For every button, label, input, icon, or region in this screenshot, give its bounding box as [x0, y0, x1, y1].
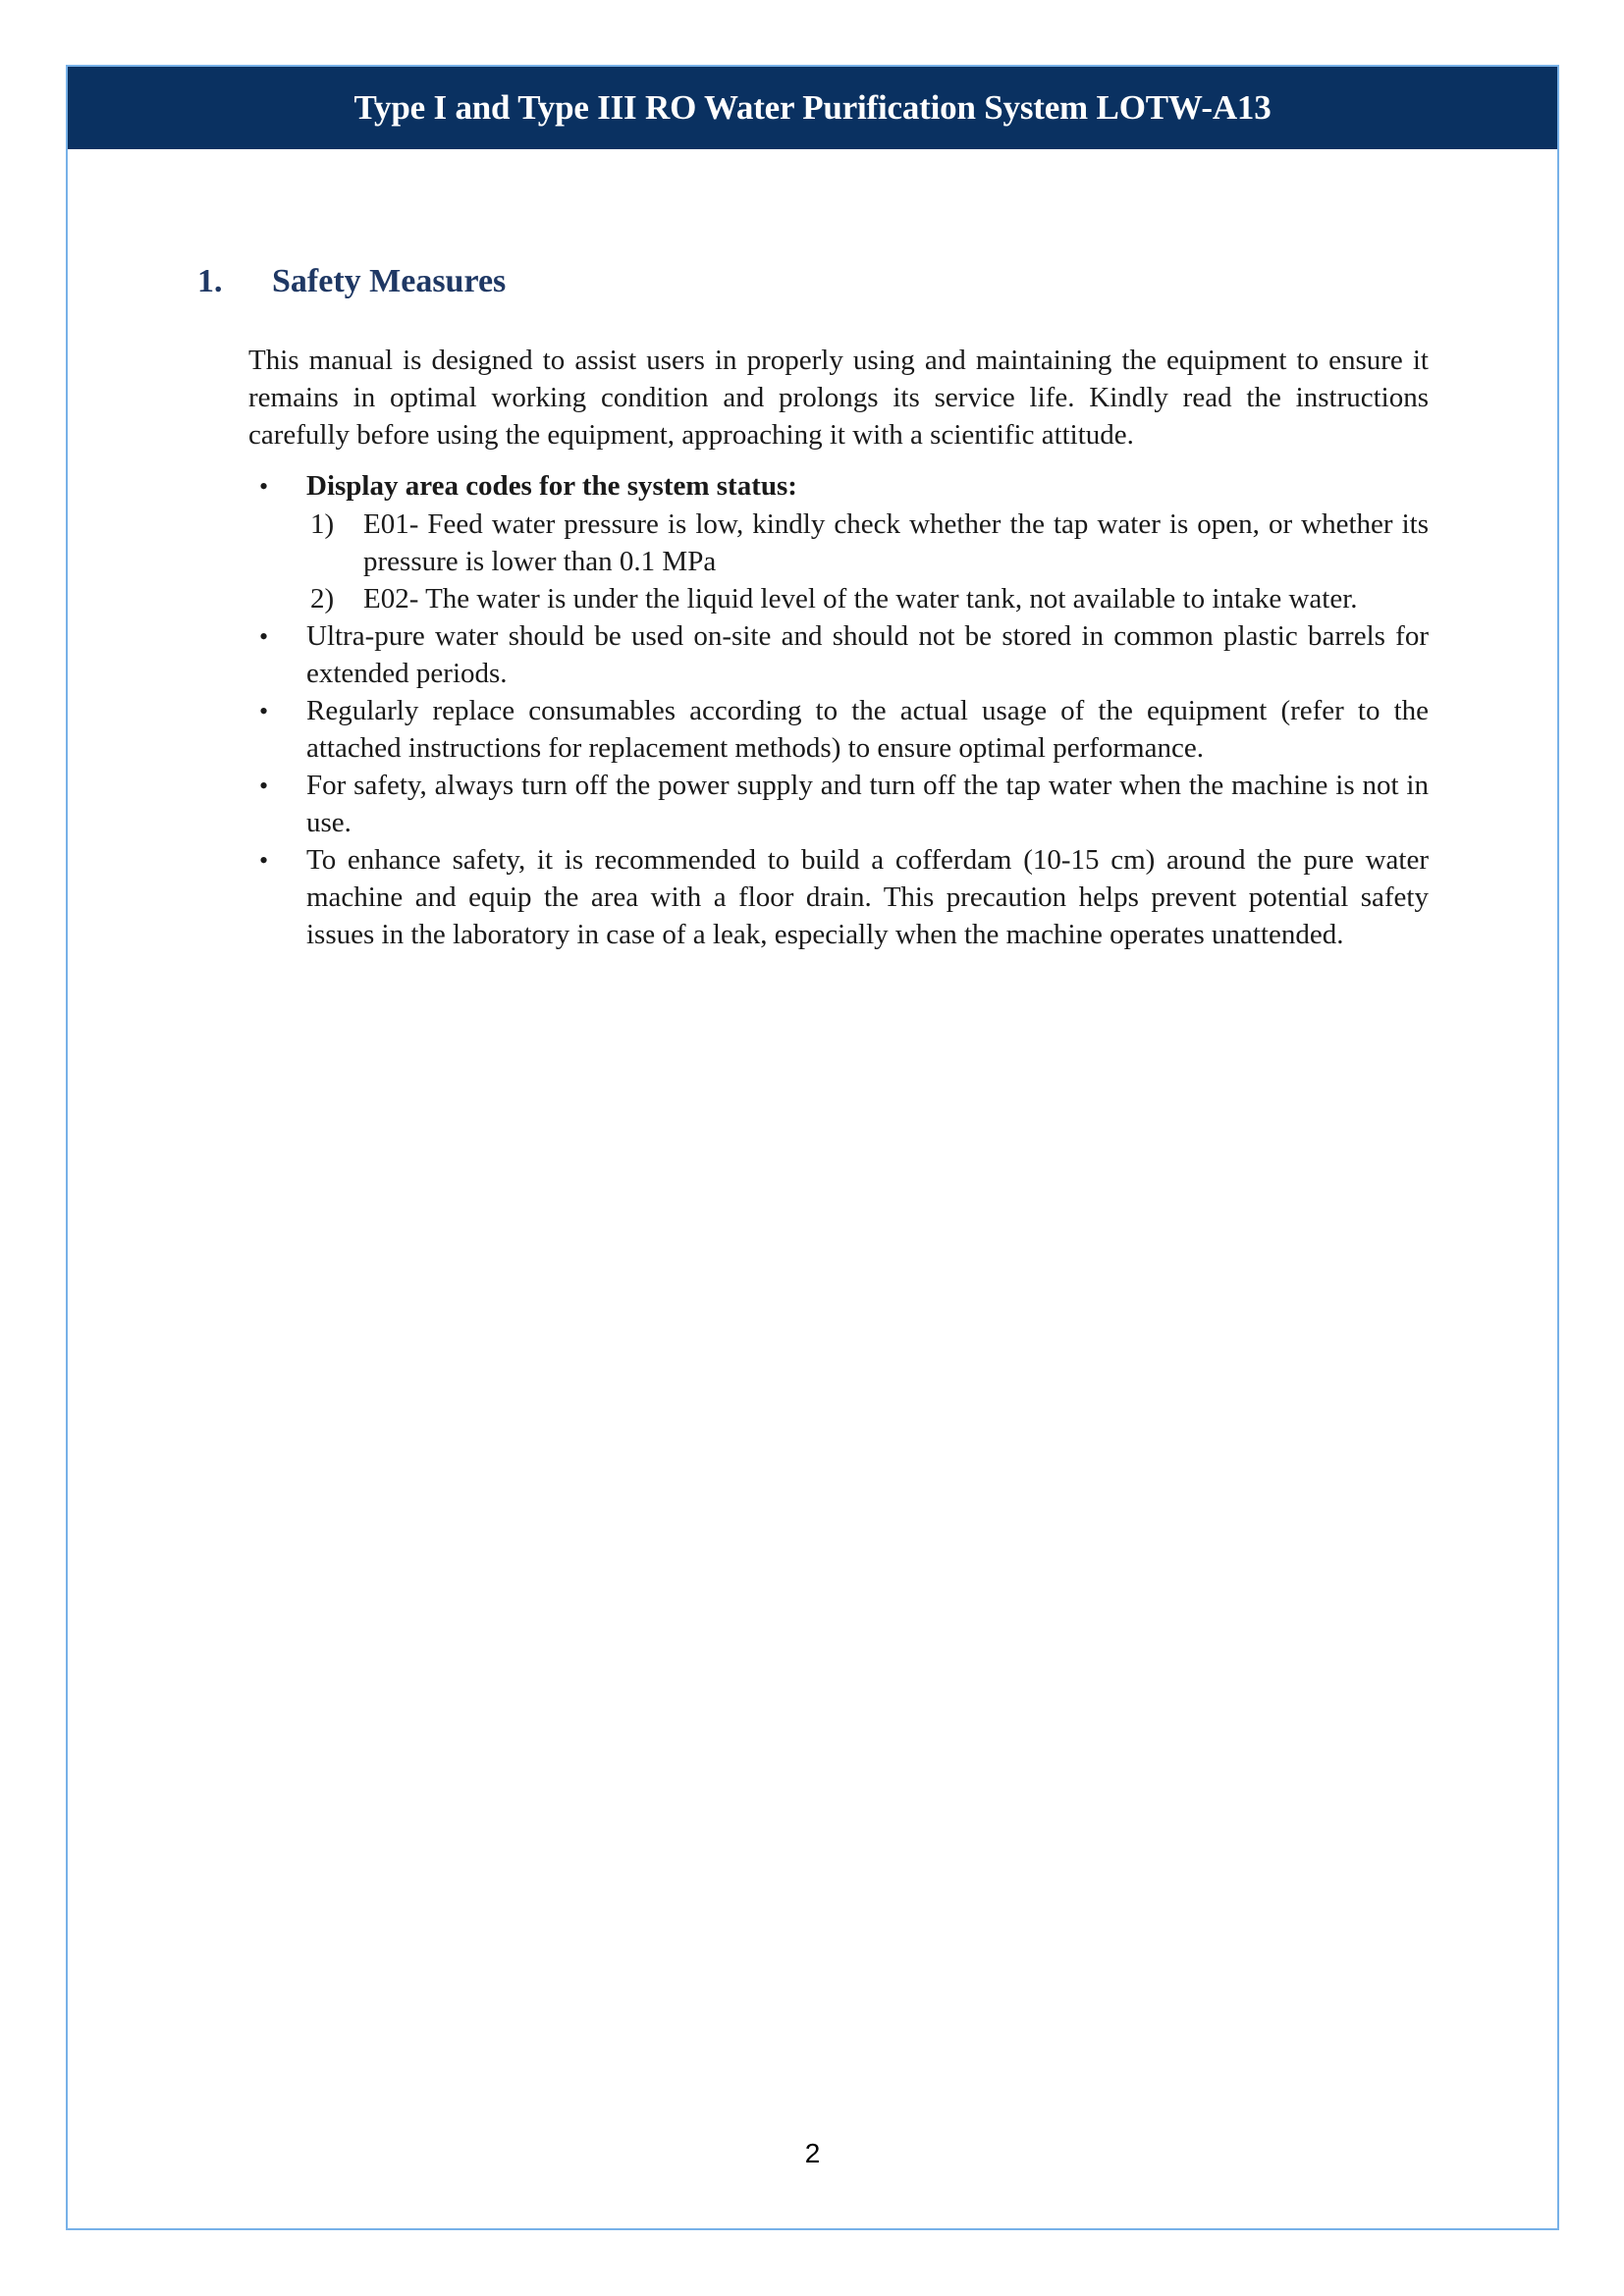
bullet-icon [197, 617, 306, 692]
list-item-text: Display area codes for the system status: [306, 470, 797, 502]
list-item-text: For safety, always turn off the power supply and turn off the tap water when the machine is not in use. [306, 770, 1429, 838]
bullet-icon [197, 767, 306, 841]
list-item [197, 467, 1429, 506]
list-item [306, 580, 1429, 617]
bullet-glyph: • [259, 772, 269, 800]
document-header-bar [68, 67, 1557, 149]
page-border [66, 65, 1559, 2230]
bullet-glyph: • [259, 622, 269, 651]
intro-paragraph: This manual is designed to assist users in properly using and maintaining the equipment to ensure it remains in optimal working condition and prolongs its service life. Kindly read the instructions carefully before using the equipment, approaching it with a scientific attitude. [248, 345, 1429, 451]
list-item [197, 767, 1429, 841]
list-number: 2) [310, 583, 335, 614]
list-item-text: To enhance safety, it is recommended to build a cofferdam (10-15 cm) around the pure water machine and equip the area with a floor drain. This precaution helps prevent potential safety issues in the laboratory in case of a leak, especially when the machine operates unattended. [306, 844, 1429, 950]
page-content [197, 149, 1429, 953]
list-item [306, 506, 1429, 580]
section-number: 1. [197, 263, 223, 299]
bullet-glyph: • [259, 472, 269, 501]
document-title: Type I and Type III RO Water Purification System LOTW-A13 [353, 88, 1272, 127]
list-item-text: E02- The water is under the liquid level of the water tank, not available to intake water. [363, 583, 1358, 614]
bullet-glyph: • [259, 846, 269, 875]
section-title: Safety Measures [272, 263, 507, 299]
bullet-icon [197, 841, 306, 953]
page-number: 2 [804, 2138, 821, 2168]
list-item [197, 692, 1429, 767]
safety-list [197, 467, 1429, 953]
list-number: 1) [310, 508, 335, 540]
list-item-text: Ultra-pure water should be used on-site and should not be stored in common plastic barrels for extended periods. [306, 620, 1429, 689]
list-item-text: Regularly replace consumables according to the actual usage of the equipment (refer to the attached instructions for replacement methods) to ensure optimal performance. [306, 695, 1429, 764]
bullet-glyph: • [259, 697, 269, 725]
bullet-icon [197, 467, 306, 506]
list-item [197, 841, 1429, 953]
section-heading [197, 261, 1429, 302]
list-item [197, 617, 1429, 692]
list-item-text: E01- Feed water pressure is low, kindly check whether the tap water is open, or whether its pressure is lower than 0.1 MPa [363, 508, 1429, 577]
bullet-icon [197, 692, 306, 767]
